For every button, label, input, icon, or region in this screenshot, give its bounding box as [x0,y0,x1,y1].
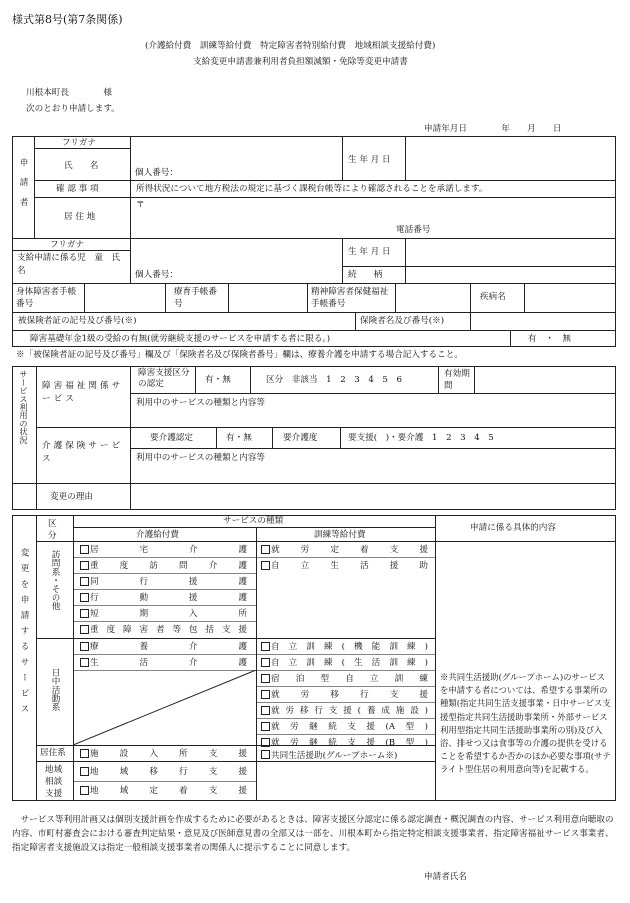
application-date[interactable]: 申請年月日 年 月 日 [424,124,562,134]
welfare-in-use-label: 利用中のサービスの種類と内容等 [136,398,265,408]
checkbox-icon[interactable] [80,594,90,604]
name-label: 氏 名 [64,161,99,171]
checkbox-icon[interactable] [261,739,271,749]
ltc-in-use-label: 利用中のサービスの種類と内容等 [136,453,265,463]
day-group-label: 日中活動系 [50,668,60,711]
disease-label: 疾病名 [480,292,506,302]
care-column-header: 介護給付費 [136,530,179,540]
training-item-4[interactable]: 宿泊型自立訓練 [261,674,431,686]
dob-label: 生 年 月 日 [348,155,391,165]
checkbox-icon[interactable] [261,751,271,761]
training-item-7[interactable]: 就労継続支援(A型) [261,722,431,734]
care-item-short-stay[interactable]: 短期入所 [80,609,250,621]
postal-mark: 〒 [136,200,145,210]
confirm-text: 所得状況について地方税法の規定に基づく課税台帳等により確認されることを承諾します。 [136,184,488,194]
change-section-label: 変更を申請するサービス [19,548,29,720]
group-home-note: ※共同生活援助(グループホーム)のサービスを申請する者については、希望する事業所の種類(指定共同生活支援事業・日中サービス支援型指定共同生活援助事業所・外部サービス利用型指定共同生活援助事業所の別)及び入浴、排せつ又は食事等の介護の提供を受けることを希望するか否かのほか必要な事項(サテライト型住居の利用意向等)を記載する。 [440,672,611,775]
physical-handbook-label: 身体障害者手帳番号 [16,287,77,309]
checkbox-icon[interactable] [80,659,90,669]
checkbox-icon[interactable] [80,768,90,778]
change-reason-label: 変更の理由 [50,492,93,502]
pension-options[interactable]: 有 ・ 無 [528,334,571,344]
insurer-label: 保険者名及び番号(※) [360,316,445,326]
care-item-comprehensive[interactable]: 重度障害者等包括支援 [80,625,250,637]
pension-question: 障害基礎年金1級の受給の有無(就労継続支援のサービスを申請する者に限る。) [30,334,331,344]
checkbox-icon[interactable] [261,675,271,685]
addressee: 川根本町長 様 [26,88,112,98]
consent-text: サービス等利用計画又は個別支援計画を作成するために必要があるときは、障害支援区分認定に係る認定調査・概況調査の内容、サービス利用意向聴取の内容、市町村審査会における審査判定結果・意見及び医師意見書の全部又は一部を、川根本町から指定特定相談支援事業者、指定障害福祉サービス事業者、指定障害者支援施設又は指定一般相談支援事業者の関係人に提示することに同意します。 [12,815,614,853]
applicant-section-label: 申請者 [18,158,28,217]
insured-number-label: 被保険者証の記号及び番号(※) [18,316,137,326]
phone-label: 電話番号 [396,225,431,235]
ltc-cert-label: 要介護認定 [150,433,193,443]
checkbox-icon[interactable] [261,546,271,556]
confirm-label: 確 認 事 項 [56,184,99,194]
certification-yes-no[interactable]: 有・無 [205,375,231,385]
checkbox-icon[interactable] [80,750,90,760]
child-name-label: 支給申請に係る児 童 氏 名 [17,253,129,276]
welfare-service-label: 障害福祉関係サービス [42,381,124,404]
training-item-0[interactable]: 就労定着支援 [261,545,431,557]
ltc-yes-no[interactable]: 有・無 [226,433,252,443]
care-item-behavior[interactable]: 行動援護 [80,593,250,605]
checkbox-icon[interactable] [80,546,90,556]
valid-period-label: 有効期間 [444,369,470,391]
support-category-label: 障害支援区分の認定 [138,368,190,389]
mental-handbook-label: 精神障害者保健福祉手帳番号 [311,287,389,309]
signature-label[interactable]: 申請者氏名 [424,872,467,882]
training-item-2[interactable]: 自立訓練(機能訓練) [261,642,431,654]
checkbox-icon[interactable] [261,562,271,572]
furigana-label: フリガナ [62,138,96,148]
ltc-degree-scale[interactable]: 要支援( )・要介護 1 2 3 4 5 [348,433,494,443]
detail-column-header: 申請に係る具体的内容 [470,523,556,533]
comm-group-label: 地域相談支援 [45,765,63,799]
training-item-8[interactable]: 就労継続支援(B型) [261,738,431,750]
page-title: 支給変更申請書兼利用者負担額減額・免除等変更申請書 [193,57,408,67]
intro-text: 次のとおり申請します。 [26,104,120,114]
checkbox-icon[interactable] [261,723,271,733]
checkbox-icon[interactable] [261,691,271,701]
rehab-handbook-label: 療育手帳番号 [174,287,217,309]
status-section-label: サービス利用の状況 [19,370,29,444]
checkbox-icon[interactable] [80,562,90,572]
checkbox-icon[interactable] [80,643,90,653]
checkbox-icon[interactable] [261,707,271,717]
ltc-degree-label: 要介護度 [283,433,318,443]
comm-item-settlement[interactable]: 地域定着支援 [80,786,250,798]
ltc-service-label: 介護保険サービス [42,441,124,464]
empty-cell-slash [73,670,256,745]
checkbox-icon[interactable] [80,610,90,620]
checkbox-icon[interactable] [80,578,90,588]
child-dob-label: 生 年 月 日 [348,247,391,257]
support-category-scale[interactable]: 区分 非該当 1 2 3 4 5 6 [266,375,402,385]
training-item-1[interactable]: 自立生活援助 [261,561,431,573]
checkbox-icon[interactable] [80,626,90,636]
training-item-5[interactable]: 就労移行支援 [261,690,431,702]
child-personal-number-label: 個人番号： [135,270,178,280]
training-item-6[interactable]: 就労移行支援(養成施設) [261,706,431,718]
training-item-3[interactable]: 自立訓練(生活訓練) [261,658,431,670]
address-label: 居 住 地 [64,212,96,222]
live-group-label: 居住系 [40,748,66,758]
training-column-header: 訓練等給付費 [314,530,366,540]
comm-item-transition[interactable]: 地域移行支援 [80,767,250,779]
care-item-severe-visit[interactable]: 重度訪問介護 [80,561,250,573]
kubun-header: 区分 [48,519,57,541]
care-item-facility[interactable]: 施設入所支援 [80,749,250,761]
note-insured: ※「被保険者証の記号及び番号」欄及び「保険者名及び保険者番号」欄は、療養介護を申請する場合記入すること。 [16,350,463,360]
relation-label: 続 柄 [348,270,383,280]
checkbox-icon[interactable] [80,787,90,797]
care-item-accompany[interactable]: 同行援護 [80,577,250,589]
checkbox-icon[interactable] [261,643,271,653]
form-number: 様式第8号(第7条関係) [12,13,123,26]
personal-number-label: 個人番号： [135,168,178,178]
subtitle: (介護給付費 訓練等給付費 特定障害者特別給付費 地域相談支援給付費) [145,41,436,51]
visit-group-label: 訪問系・その他 [50,550,60,611]
child-furigana-label: フリガナ [50,240,84,250]
checkbox-icon[interactable] [261,659,271,669]
care-item-living[interactable]: 生活介護 [80,658,250,670]
service-types-header: サービスの種類 [223,516,284,526]
care-item-medical[interactable]: 療養介護 [80,642,250,654]
care-item-home[interactable]: 居宅介護 [80,545,250,557]
training-item-9[interactable]: 共同生活援助(グループホーム※) [261,750,397,762]
